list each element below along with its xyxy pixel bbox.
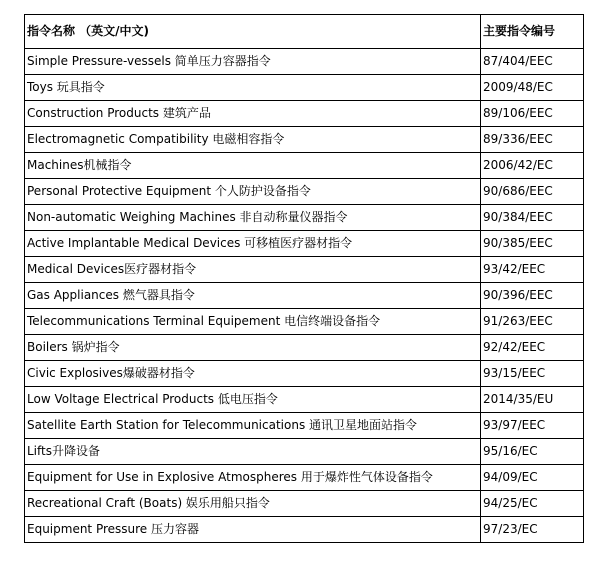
- directive-name-cell: Recreational Craft (Boats) 娱乐用船只指令: [25, 491, 481, 517]
- directive-number-cell: 87/404/EEC: [481, 49, 584, 75]
- directive-name-cell: Telecommunications Terminal Equipement 电信终端设备指令: [25, 309, 481, 335]
- directive-number-cell: 90/384/EEC: [481, 205, 584, 231]
- directive-name-cell: Personal Protective Equipment 个人防护设备指令: [25, 179, 481, 205]
- directive-number-cell: 2014/35/EU: [481, 387, 584, 413]
- table-row: [25, 413, 584, 439]
- directive-name-cell: Active Implantable Medical Devices 可移植医疗器材指令: [25, 231, 481, 257]
- directive-number-cell: 93/97/EEC: [481, 413, 584, 439]
- directive-name-cell: Equipment Pressure 压力容器: [25, 517, 481, 543]
- directive-number-cell: 93/15/EEC: [481, 361, 584, 387]
- header-row: [25, 15, 584, 49]
- directive-number-cell: 2006/42/EC: [481, 153, 584, 179]
- directive-number-cell: 92/42/EEC: [481, 335, 584, 361]
- table-row: [25, 439, 584, 465]
- header-directive-name: 指令名称 （英文/中文): [25, 15, 481, 49]
- table-body: [25, 49, 584, 543]
- table-row: [25, 335, 584, 361]
- table-row: [25, 283, 584, 309]
- header-directive-number: 主要指令编号: [481, 15, 584, 49]
- table-row: [25, 153, 584, 179]
- table-row: [25, 49, 584, 75]
- directive-name-cell: Electromagnetic Compatibility 电磁相容指令: [25, 127, 481, 153]
- table-row: [25, 517, 584, 543]
- directive-name-cell: Simple Pressure-vessels 简单压力容器指令: [25, 49, 481, 75]
- directive-name-cell: Medical Devices医疗器材指令: [25, 257, 481, 283]
- directive-number-cell: 97/23/EC: [481, 517, 584, 543]
- table-row: [25, 387, 584, 413]
- directive-number-cell: 89/336/EEC: [481, 127, 584, 153]
- table-row: [25, 101, 584, 127]
- table-row: [25, 361, 584, 387]
- directive-number-cell: 90/686/EEC: [481, 179, 584, 205]
- directive-name-cell: Boilers 锅炉指令: [25, 335, 481, 361]
- table-row: [25, 231, 584, 257]
- table-row: [25, 179, 584, 205]
- directive-number-cell: 90/396/EEC: [481, 283, 584, 309]
- directive-number-cell: 94/25/EC: [481, 491, 584, 517]
- directive-name-cell: Machines机械指令: [25, 153, 481, 179]
- directive-table: [24, 14, 584, 543]
- directive-number-cell: 95/16/EC: [481, 439, 584, 465]
- directive-name-cell: Gas Appliances 燃气器具指令: [25, 283, 481, 309]
- table-row: [25, 309, 584, 335]
- table-row: [25, 127, 584, 153]
- directive-number-cell: 2009/48/EC: [481, 75, 584, 101]
- directive-name-cell: Low Voltage Electrical Products 低电压指令: [25, 387, 481, 413]
- table-row: [25, 491, 584, 517]
- directive-name-cell: Lifts升降设备: [25, 439, 481, 465]
- table-row: [25, 465, 584, 491]
- table-row: [25, 257, 584, 283]
- table-row: [25, 75, 584, 101]
- directive-name-cell: Non-automatic Weighing Machines 非自动称量仪器指令: [25, 205, 481, 231]
- directive-name-cell: Equipment for Use in Explosive Atmospheres 用于爆炸性气体设备指令: [25, 465, 481, 491]
- directive-name-cell: Toys 玩具指令: [25, 75, 481, 101]
- directive-number-cell: 93/42/EEC: [481, 257, 584, 283]
- directive-number-cell: 90/385/EEC: [481, 231, 584, 257]
- table-row: [25, 205, 584, 231]
- directive-number-cell: 91/263/EEC: [481, 309, 584, 335]
- directive-number-cell: 94/09/EC: [481, 465, 584, 491]
- directive-name-cell: Satellite Earth Station for Telecommunications 通讯卫星地面站指令: [25, 413, 481, 439]
- directive-number-cell: 89/106/EEC: [481, 101, 584, 127]
- directive-name-cell: Construction Products 建筑产品: [25, 101, 481, 127]
- directive-name-cell: Civic Explosives爆破器材指令: [25, 361, 481, 387]
